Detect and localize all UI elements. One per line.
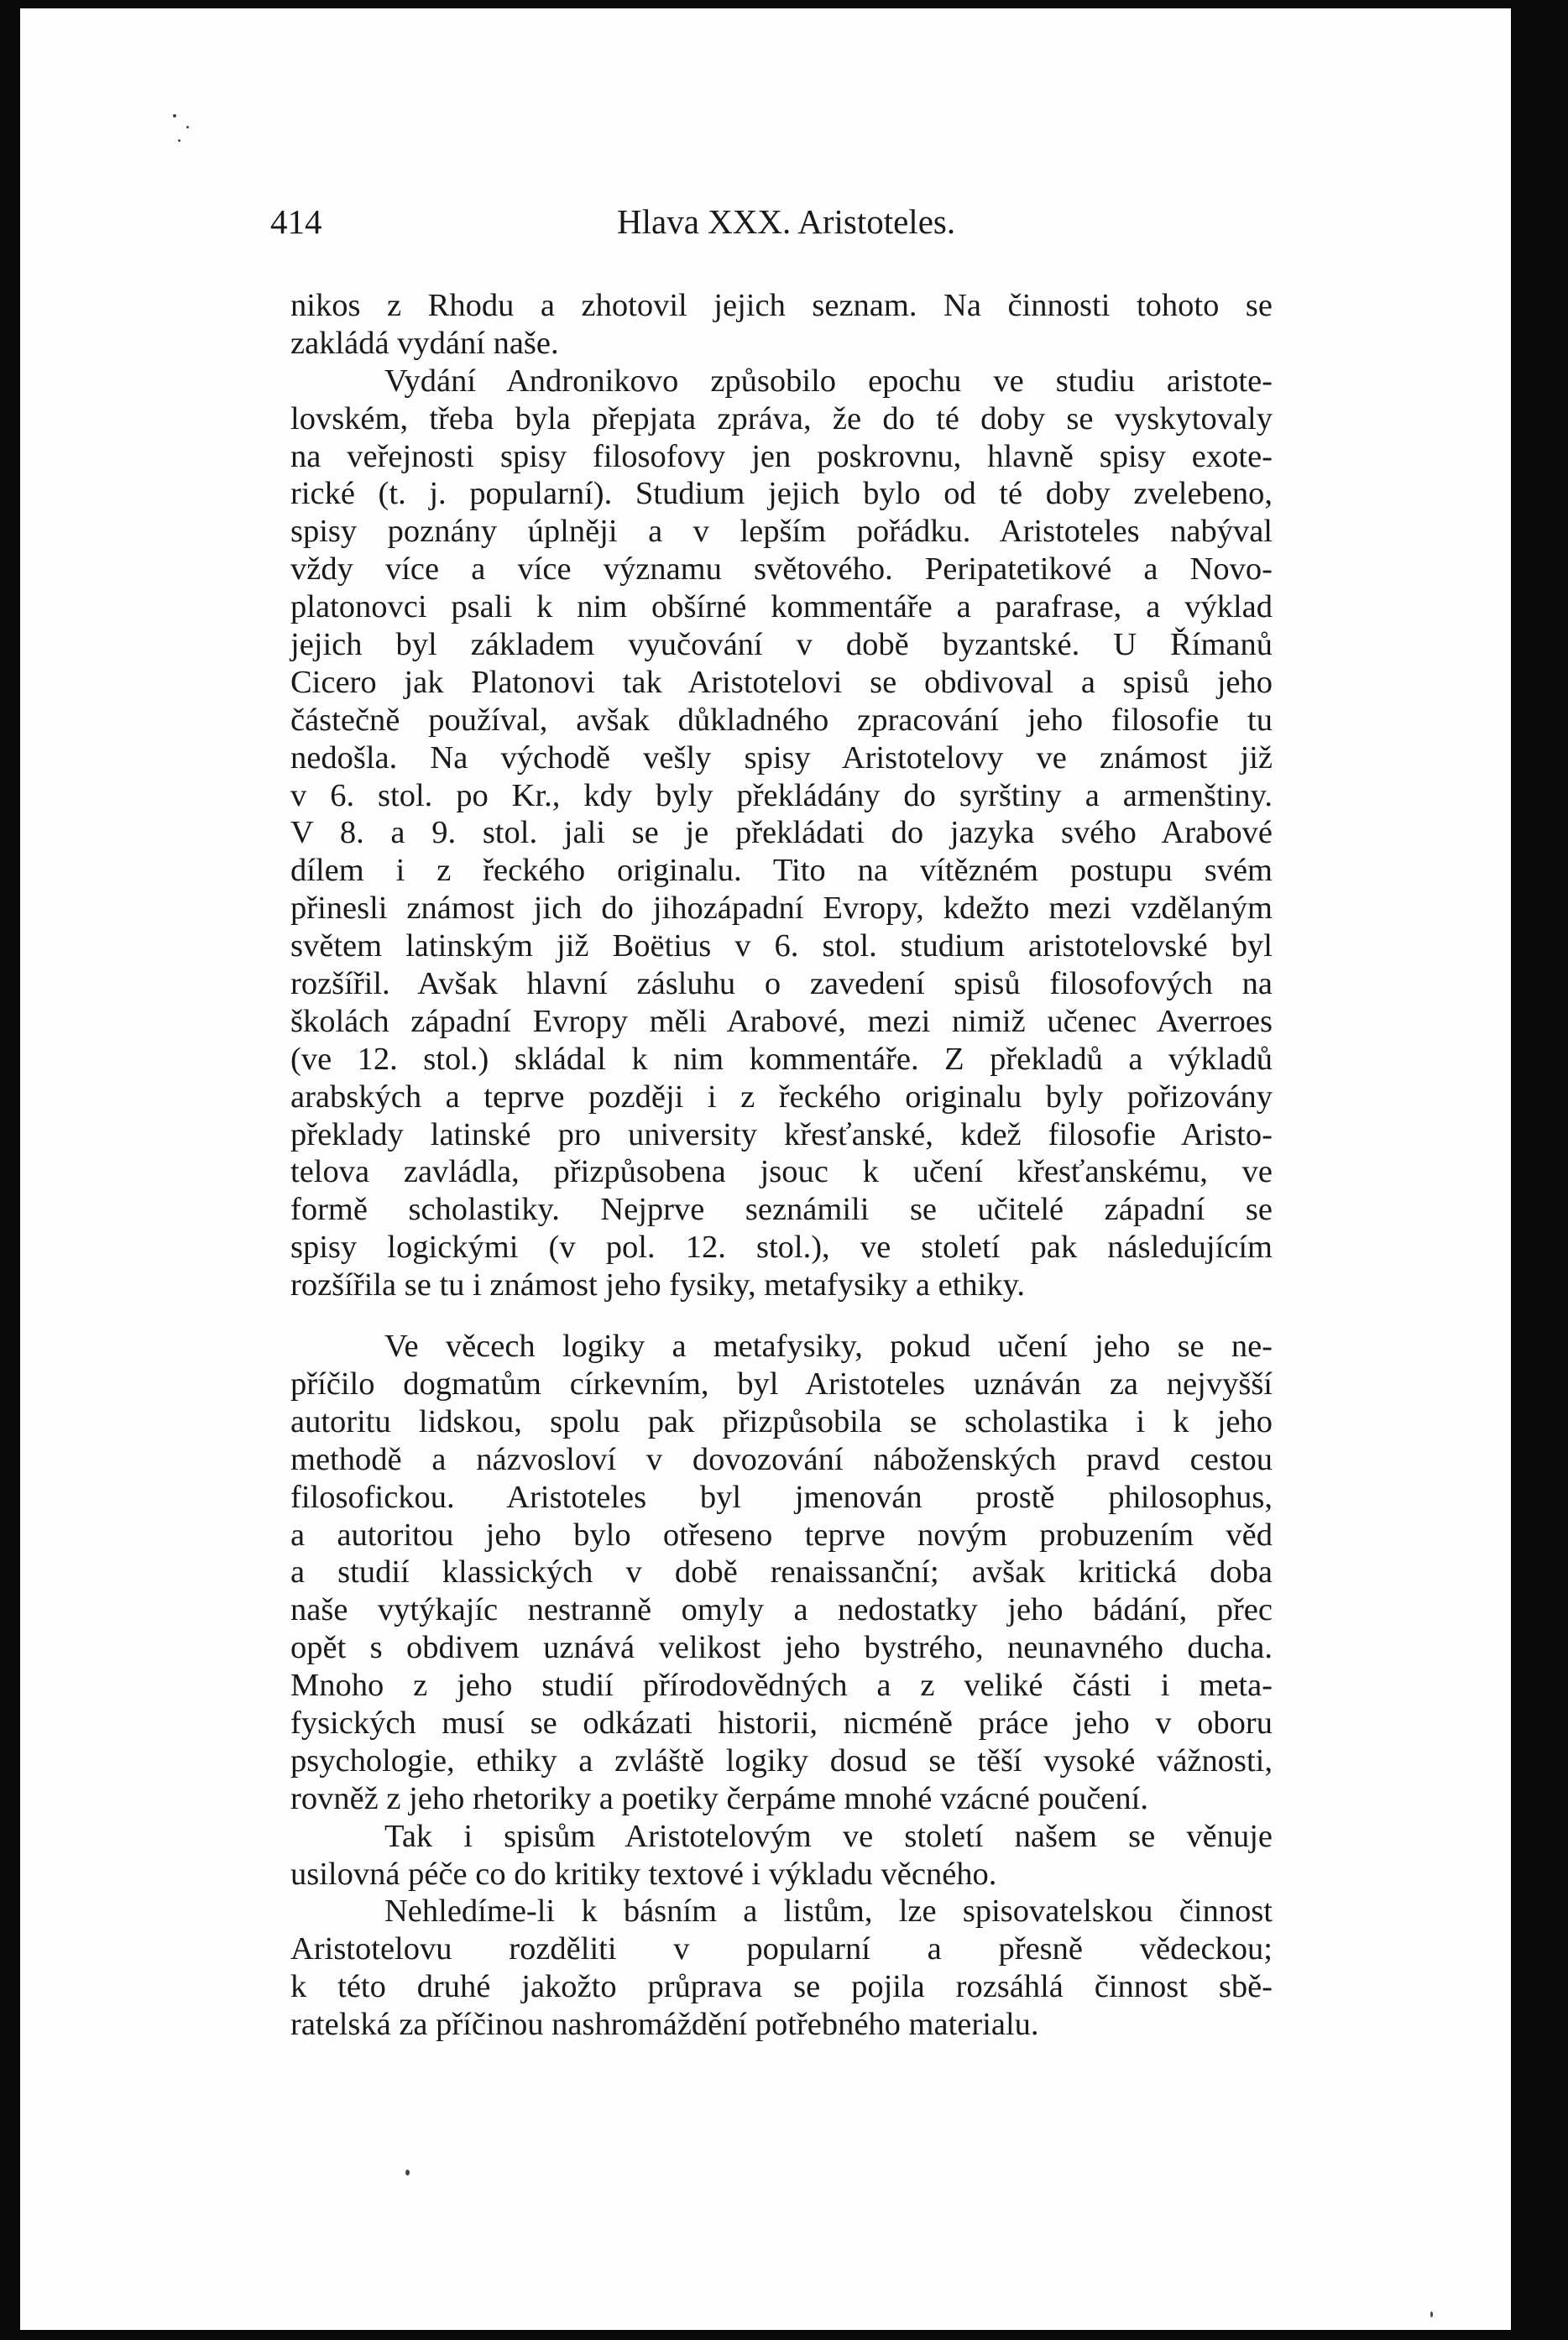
text-line: rozšířila se tu i známost jeho fysiky, metafysiky a ethiky. (290, 1267, 1025, 1303)
text-line: psychologie, ethiky a zvláště logiky dosud se těší vysoké vážnosti, (290, 1742, 1273, 1779)
text-line: autoritu lidskou, spolu pak přizpůsobila se scholastika i k jeho (290, 1403, 1273, 1439)
text-line: vždy více a více významu světového. Peripatetikové a Novo- (290, 551, 1273, 588)
scan-speck (1430, 2311, 1433, 2317)
scan-right-edge (1511, 0, 1568, 2340)
running-header (270, 201, 1273, 252)
text-line: dílem i z řeckého originalu. Tito na vítězném postupu svém (290, 853, 1273, 889)
text-line: překlady latinské pro university křesťanské, kdež filosofie Aristo- (290, 1116, 1273, 1152)
text-line: spisy poznány úplněji a v lepším pořádku. Aristoteles nabýval (290, 514, 1273, 550)
text-line: formě scholastiky. Nejprve seznámili se učitelé západní se (290, 1192, 1273, 1228)
text-line: nedošla. Na východě vešly spisy Aristotelovy ve známost již (290, 739, 1273, 776)
text-line: spisy logickými (v pol. 12. stol.), ve století pak následujícím (290, 1230, 1273, 1266)
text-line: usilovná péče co do kritiky textové i výkladu věcného. (290, 1856, 997, 1892)
text-line: a autoritou jeho bylo otřeseno teprve novým probuzením věd (290, 1517, 1273, 1553)
text-line: (ve 12. stol.) skládal k nim kommentáře. Z překladů a výkladů (290, 1041, 1273, 1077)
scan-speck (186, 126, 189, 128)
text-line: Tak i spisům Aristotelovým ve století našem se věnuje (384, 1818, 1273, 1854)
text-line: lovském, třeba byla přepjata zpráva, že do té doby se vyskytovaly (290, 400, 1273, 436)
text-line: Vydání Andronikovo způsobilo epochu ve studiu aristote- (384, 363, 1273, 399)
text-line: filosofickou. Aristoteles byl jmenován prostě philosophus, (290, 1479, 1273, 1515)
text-line: školách západní Evropy měli Arabové, mezi nimiž učenec Averroes (290, 1003, 1273, 1039)
text-line: světem latinským již Boëtius v 6. stol. studium aristotelovské byl (290, 928, 1273, 964)
text-line: Mnoho z jeho studií přírodovědných a z veliké části i meta- (290, 1668, 1273, 1704)
text-line: částečně používal, avšak důkladného zpracování jeho filosofie tu (290, 702, 1273, 738)
paragraph-gap (290, 1304, 1273, 1328)
text-line: rovněž z jeho rhetoriky a poetiky čerpáme mnohé vzácné poučení. (290, 1780, 1148, 1816)
text-line: rické (t. j. popularní). Studium jejich bylo od té doby zvelebeno, (290, 476, 1273, 512)
text-line: Cicero jak Platonovi tak Aristotelovi se obdivoval a spisů jeho (290, 664, 1273, 700)
text-line: na veřejnosti spisy filosofovy jen poskrovnu, hlavně spisy exote- (290, 438, 1273, 474)
text-line: jejich byl základem vyučování v době byzantské. U Římanů (290, 627, 1273, 663)
text-line: rozšířil. Avšak hlavní zásluhu o zavedení spisů filosofových na (290, 966, 1273, 1002)
text-line: přinesli známost jich do jihozápadní Evropy, kdežto mezi vzdělaným (290, 891, 1273, 927)
text-line: methodě a názvosloví v dovozování náboženských pravd cestou (290, 1441, 1273, 1477)
text-line: k této druhé jakožto průprava se pojila rozsáhlá činnost sbě- (290, 1969, 1273, 2005)
text-line: v 6. stol. po Kr., kdy byly překládány do syrštiny a armenštiny. (290, 777, 1273, 813)
text-line: telova zavládla, přizpůsobena jsouc k učení křesťanskému, ve (290, 1154, 1273, 1190)
text-line: zakládá vydání naše. (290, 325, 559, 361)
scan-speck (178, 139, 180, 142)
text-line: a studií klassických v době renaissanční; avšak kritická doba (290, 1554, 1273, 1590)
text-line: Aristotelovu rozděliti v popularní a přesně vědeckou; (290, 1931, 1273, 1967)
text-line: nikos z Rhodu a zhotovil jejich seznam. Na činnosti tohoto se (290, 288, 1273, 323)
scan-speck (173, 114, 176, 118)
body-text (290, 287, 1273, 2044)
text-line: arabských a teprve později i z řeckého originalu byly pořizovány (290, 1079, 1273, 1115)
text-line: Nehledíme-li k básním a listům, lze spisovatelskou činnost (384, 1893, 1273, 1930)
text-line: platonovci psali k nim obšírné kommentáře a parafrase, a výklad (290, 589, 1273, 625)
page-number: 414 (270, 202, 322, 241)
text-line: V 8. a 9. stol. jali se je překládati do jazyka svého Arabové (290, 815, 1273, 851)
text-line: opět s obdivem uznává velikost jeho bystrého, neunavného ducha. (290, 1630, 1273, 1666)
chapter-title: Hlava XXX. Aristoteles. (617, 202, 956, 241)
text-line: Ve věcech logiky a metafysiky, pokud učení jeho se ne- (384, 1329, 1273, 1365)
scan-speck (405, 2170, 410, 2175)
text-line: ratelská za příčinou nashromáždění potřebného materialu. (290, 2007, 1039, 2043)
text-line: fysických musí se odkázati historii, nicméně práce jeho v oboru (290, 1705, 1273, 1741)
text-line: příčilo dogmatům církevním, byl Aristoteles uznáván za nejvyšší (290, 1366, 1273, 1402)
text-line: naše vytýkajíc nestranně omyly a nedostatky jeho bádání, přec (290, 1592, 1273, 1628)
